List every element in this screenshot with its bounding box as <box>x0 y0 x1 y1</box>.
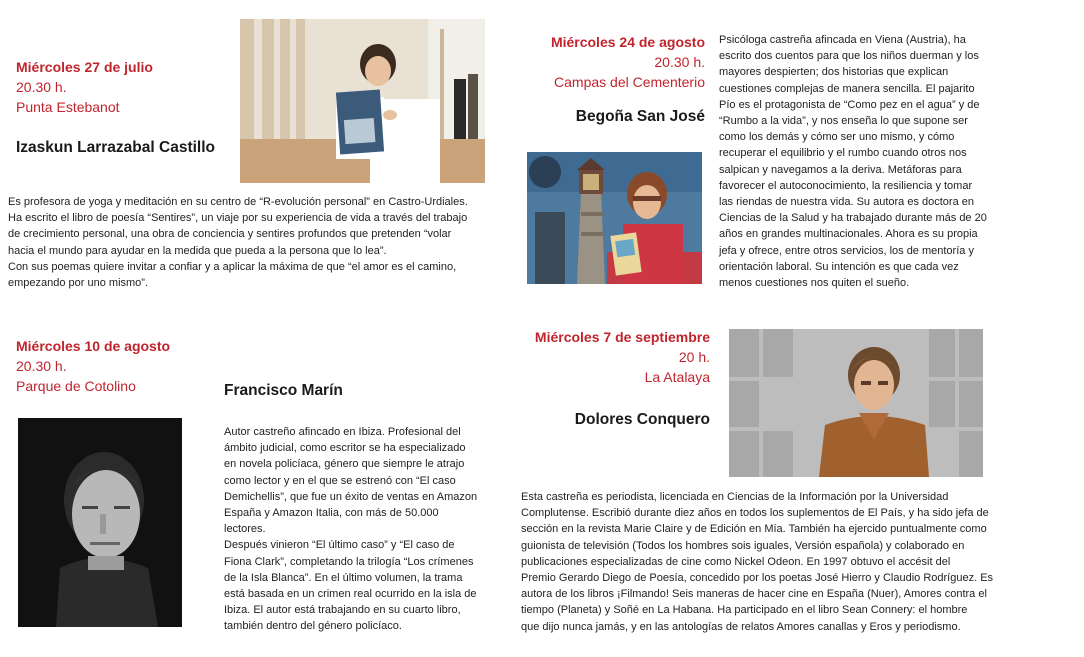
event-4-place: La Atalaya <box>644 369 710 385</box>
event-4-date: Miércoles 7 de septiembre <box>534 329 710 345</box>
event-1-author-photo <box>240 19 485 183</box>
bio-line: lectores. <box>224 523 266 536</box>
event-2-place: Campas del Cementerio <box>554 74 705 90</box>
event-3-author-photo <box>18 418 182 627</box>
bio-line: menos cuestiones nos quiten el sueño. <box>719 277 910 290</box>
bio-line: también dentro del género policíaco. <box>224 620 402 633</box>
bio-line: ámbito judicial, como escritor se ha especializado <box>224 442 466 455</box>
bio-line: sección en la revista Marie Claire y de Edición en Mía. También ha ejercido puntualmente como <box>521 523 987 536</box>
bio-line: de crecimiento personal, una obra de conciencia y sentires profundos que pretenden “volar <box>8 228 452 241</box>
bio-line: tiempo (Planeta) y Soñé en La Habana. Ha participado en el libro Sean Connery: el hombre <box>521 604 968 617</box>
event-1-place: Punta Estebanot <box>16 99 120 115</box>
bio-line: empezando por uno mismo”. <box>8 277 149 290</box>
bio-line: Premio Gerardo Diego de Poesía, concedido por los poetas José Hierro y Claudio Rodríguez. Es <box>521 572 994 585</box>
bio-line: Demichellis”, que fue un éxito de ventas en Amazon <box>224 490 478 503</box>
bio-line: jefa y ofrece, entre otros servicios, los de mentoría y <box>719 244 974 257</box>
bio-line: recuperar el equilibrio y el rumbo cuando otros nos <box>719 147 967 160</box>
event-1-bio <box>8 194 518 291</box>
event-4-bio <box>521 489 1021 635</box>
event-4-time: 20 h. <box>678 349 710 365</box>
event-3-place: Parque de Cotolino <box>16 378 136 394</box>
bio-line: Esta castreña es periodista, licenciada en Ciencias de la Información por la Universidad <box>521 491 949 503</box>
bio-line: orientación laboral. Su intención es que cada vez <box>719 260 959 273</box>
bio-line: Con sus poemas quiere invitar a confiar y a aplicar la máxima de que “el amor es el camino, <box>8 260 457 273</box>
event-1-author-name: Izaskun Larrazabal Castillo <box>16 139 215 156</box>
bio-line: publicaciones especializadas de cine como Nickel Odeon. En 1997 obtuvo el accésit del <box>521 555 951 568</box>
bio-line: como los demás y cómo ser uno mismo, y cómo <box>719 131 955 144</box>
bio-line: escrito dos cuentos para que los niños duerman y los <box>719 50 979 63</box>
bio-line: guionista de televisión (Todos los hombres sois iguales, Versión española) y colaborado en <box>521 539 965 552</box>
event-2-date: Miércoles 24 de agosto <box>550 34 705 50</box>
bio-line: las riendas de nuestra vida. Su autora es doctora en <box>719 196 974 209</box>
event-4-author-photo <box>729 329 983 477</box>
bio-line: de la Isla Blanca”. En el último volumen, la trama <box>224 571 463 584</box>
event-2-bio <box>719 32 1019 291</box>
bio-line: en novela policíaca, género que siempre le atrajo <box>224 458 465 471</box>
bio-line: Psicóloga castreña afincada en Viena (Austria), ha <box>719 34 966 46</box>
bio-line: hacia el mundo para ayudar en la medida que pueda a la persona que lo lea”. <box>8 244 387 257</box>
event-2-time: 20.30 h. <box>654 54 705 70</box>
event-1-time: 20.30 h. <box>16 79 67 95</box>
bio-line: favorecer el autoconocimiento, la resiliencia y tomar <box>719 179 973 192</box>
event-4-author-name: Dolores Conquero <box>574 411 710 428</box>
bio-line: Fiona Clark”, completando la trilogía “Los crímenes <box>224 555 474 568</box>
bio-line: Es profesora de yoga y meditación en su centro de “R-evolución personal” en Castro-Urdiales. <box>8 196 468 208</box>
event-3-bio <box>224 424 514 635</box>
bio-line: Complutense. Escribió durante diez años en todos los suplementos de El País, y ha sido jefa de <box>521 507 989 520</box>
bio-line: Ha escrito el libro de poesía “Sentires”, un viaje por su experiencia de vida a través del trabajo <box>8 212 468 225</box>
bio-line: Pío es el protagonista de “Como pez en el agua” y de <box>719 98 980 111</box>
event-3-time: 20.30 h. <box>16 358 67 374</box>
event-3-date: Miércoles 10 de agosto <box>16 338 171 354</box>
bio-line: Ibiza. El autor está trabajando en su cuarto libro, <box>224 604 461 617</box>
bio-line: está basada en un crimen real ocurrido en la isla de <box>224 588 477 601</box>
bio-line: salpican y navegamos a la deriva. Metáforas para <box>719 163 962 176</box>
event-3-author-name: Francisco Marín <box>224 382 343 399</box>
bio-line: años en grandes multinacionales. Ahora es su propia <box>719 228 978 241</box>
event-2-author-name: Begoña San José <box>575 108 705 125</box>
bio-line: Ciencias de la Salud y ha trabajado durante más de 20 <box>719 212 987 225</box>
bio-line: autora de los libros ¡Filmando! Seis maneras de hacer cine en España (Nuer), Amores contra el <box>521 588 987 601</box>
bio-line: mayores despierten; dos historias que explican <box>719 66 949 79</box>
bio-line: “Rumbo a la vida”, y nos enseña lo que supone ser <box>719 115 968 128</box>
event-2-author-photo <box>527 152 702 284</box>
event-1-date: Miércoles 27 de julio <box>16 59 153 75</box>
bio-line: Autor castreño afincado en Ibiza. Profesional del <box>224 426 461 438</box>
bio-line: como lector y en el que se estrenó con “El caso <box>224 474 456 487</box>
bio-line: España y Amazon Italia, con más de 50.000 <box>224 507 439 520</box>
bio-line: cuestiones complejas de manera sencilla. El pajarito <box>719 82 975 95</box>
bio-line: Después vinieron “El último caso” y “El caso de <box>224 539 455 552</box>
bio-line: que dijo nunca jamás, y en las antologías de relatos Amores canallas y Eros y periodismo. <box>521 620 961 633</box>
